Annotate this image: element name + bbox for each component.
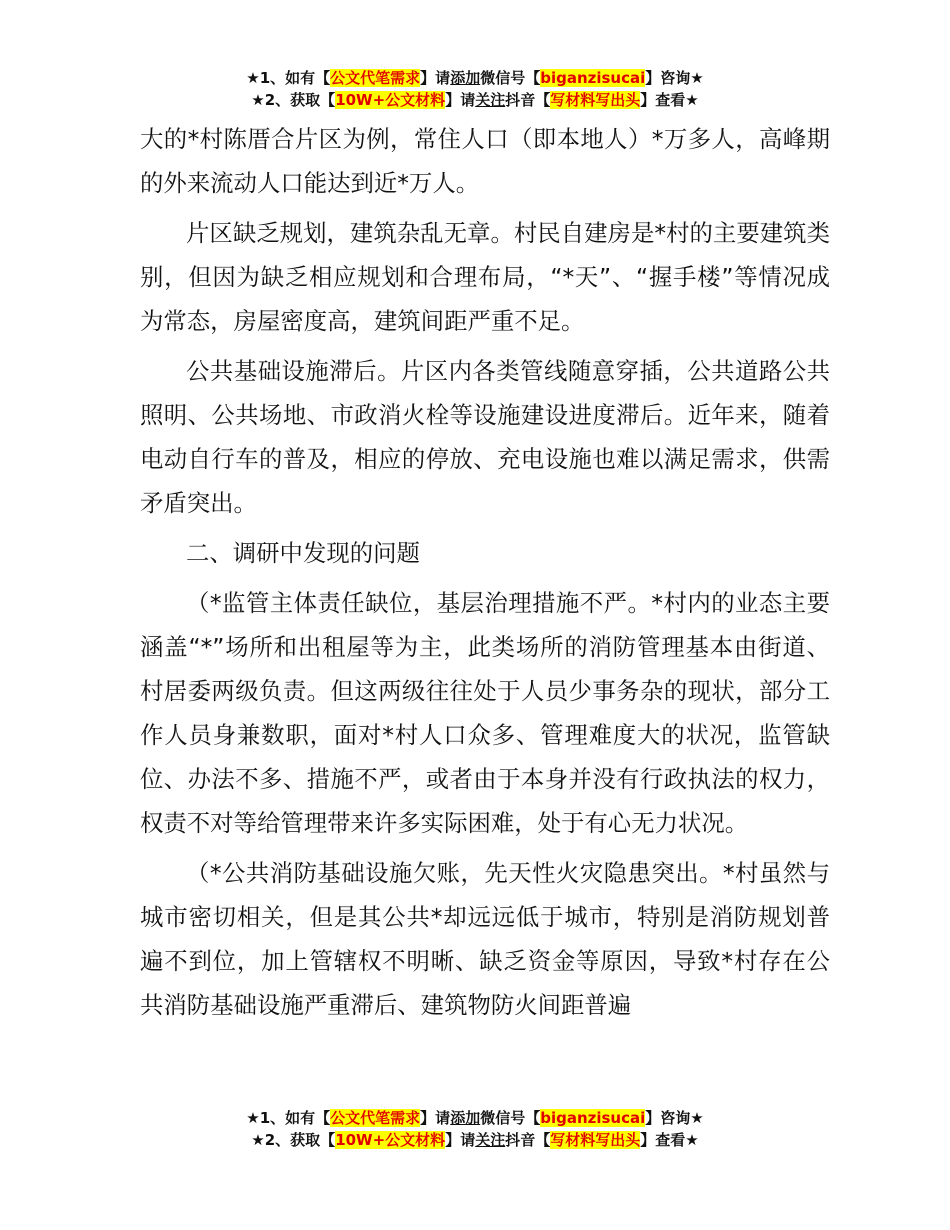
banner-text: 】咨询★	[645, 1109, 704, 1127]
banner-text: 抖音【	[505, 91, 551, 109]
footer-banner	[0, 1107, 950, 1151]
banner-text: 抖音【	[505, 1131, 551, 1149]
banner-highlight: 写材料写出头	[550, 91, 641, 109]
footer-banner-line-1	[0, 1107, 950, 1129]
paragraph-4: （*监管主体责任缺位，基层治理措施不严。*村内的业态主要涵盖“*”场所和出租屋等为主，此类场所的消防管理基本由街道、村居委两级负责。但这两级往往处于人员少事务杂的现状，部分工作人员身兼数职，面对*村人口众多、管理难度大的状况，监管缺位、办法不多、措施不严，或者由于本身并没有行政执法的权力，权责不对等给管理带来许多实际困难，处于有心无力状况。	[140, 589, 830, 837]
header-banner-line-1	[0, 67, 950, 89]
banner-highlight: biganzisucai	[540, 1109, 646, 1127]
banner-text: 】请	[420, 1109, 451, 1127]
banner-highlight: 10W+公文材料	[335, 1131, 446, 1149]
banner-highlight: 公文代笔需求	[330, 69, 421, 87]
banner-text: 】请	[445, 1131, 476, 1149]
banner-highlight: 写材料写出头	[550, 1131, 641, 1149]
banner-underlined-text: 添加	[450, 1109, 481, 1127]
header-banner-line-2	[0, 89, 950, 111]
banner-text: 】查看★	[640, 91, 699, 109]
banner-text: ★1、如有【	[246, 69, 331, 87]
banner-text: 】查看★	[640, 1131, 699, 1149]
banner-underlined-text: 关注	[475, 1131, 506, 1149]
document-body	[140, 117, 830, 1033]
paragraph-1: 大的*村陈厝合片区为例，常住人口（即本地人）*万多人，高峰期的外来流动人口能达到近*万人。	[140, 125, 830, 197]
banner-highlight: biganzisucai	[540, 69, 646, 87]
banner-highlight: 公文代笔需求	[330, 1109, 421, 1127]
section-heading: 二、调研中发现的问题	[186, 539, 420, 567]
banner-text: ★1、如有【	[246, 1109, 331, 1127]
header-banner	[0, 67, 950, 111]
banner-text: 微信号【	[480, 1109, 541, 1127]
banner-text: 】请	[420, 69, 451, 87]
banner-underlined-text: 关注	[475, 91, 506, 109]
banner-text: 】咨询★	[645, 69, 704, 87]
banner-text: 微信号【	[480, 69, 541, 87]
banner-underlined-text: 添加	[450, 69, 481, 87]
banner-highlight: 10W+公文材料	[335, 91, 446, 109]
banner-text: ★2、获取【	[251, 91, 336, 109]
banner-text: ★2、获取【	[251, 1131, 336, 1149]
footer-banner-line-2	[0, 1129, 950, 1151]
paragraph-3: 公共基础设施滞后。片区内各类管线随意穿插，公共道路公共照明、公共场地、市政消火栓等设施建设进度滞后。近年来，随着电动自行车的普及，相应的停放、充电设施也难以满足需求，供需矛盾突出。	[140, 357, 830, 517]
paragraph-5: （*公共消防基础设施欠账，先天性火灾隐患突出。*村虽然与城市密切相关，但是其公共*却远远低于城市，特别是消防规划普遍不到位，加上管辖权不明晰、缺乏资金等原因，导致*村存在公共消防基础设施严重滞后、建筑物防火间距普遍	[140, 859, 830, 1019]
banner-text: 】请	[445, 91, 476, 109]
paragraph-2: 片区缺乏规划，建筑杂乱无章。村民自建房是*村的主要建筑类别，但因为缺乏相应规划和合理布局，“*天”、“握手楼”等情况成为常态，房屋密度高，建筑间距严重不足。	[140, 219, 830, 335]
